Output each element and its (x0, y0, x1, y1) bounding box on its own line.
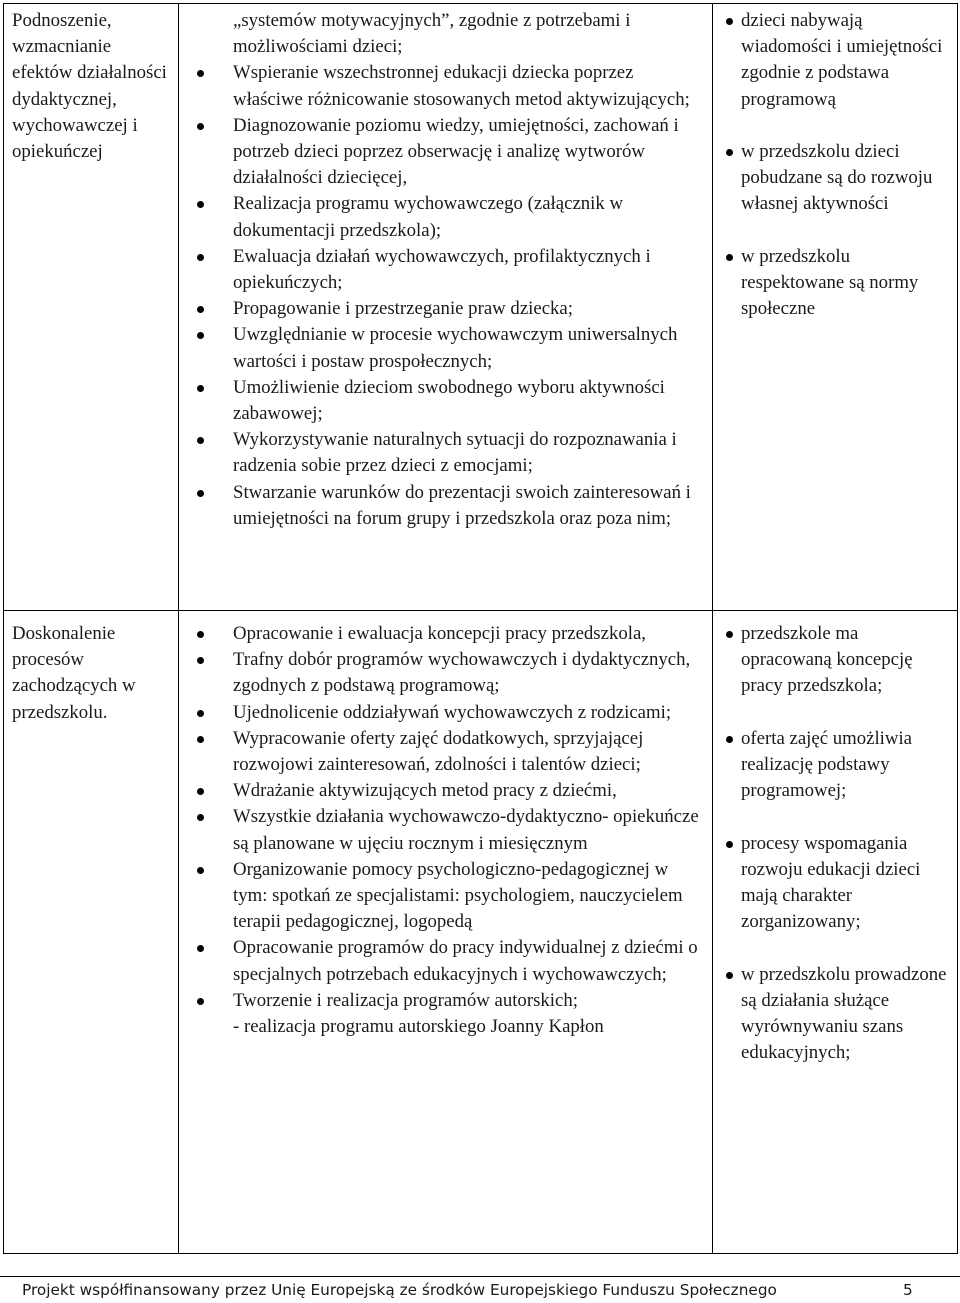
task-item: Wdrażanie aktywizujących metod pracy z dziećmi, (233, 778, 706, 804)
page-number: 5 (903, 1281, 913, 1299)
results-list (720, 621, 951, 1066)
area-cell (4, 611, 179, 1254)
task-item: Wypracowanie oferty zajęć dodatkowych, sprzyjającej rozwojowi zainteresowań, zdolności i talentów dzieci; (233, 726, 706, 778)
task-item: Stwarzanie warunków do prezentacji swoich zainteresowań i umiejętności na forum grupy i przedszkola oraz poza nim; (233, 480, 706, 532)
tasks-list (186, 8, 706, 532)
task-item: Propagowanie i przestrzeganie praw dziecka; (233, 296, 706, 322)
task-item: Umożliwienie dzieciom swobodnego wyboru aktywności zabawowej; (233, 375, 706, 427)
results-cell (713, 4, 958, 611)
results-cell (713, 611, 958, 1254)
task-item: Ewaluacja działań wychowawczych, profilaktycznych i opiekuńczych; (233, 244, 706, 296)
task-item: Opracowanie i ewaluacja koncepcji pracy przedszkola, (233, 621, 706, 647)
area-cell (4, 4, 179, 611)
table-row (4, 611, 958, 1254)
task-item: Tworzenie i realizacja programów autorskich; (233, 988, 706, 1014)
result-item: w przedszkolu respektowane są normy społeczne (741, 244, 951, 323)
task-item: Diagnozowanie poziomu wiedzy, umiejętności, zachowań i potrzeb dzieci poprzez obserwację i analizę wytworów działalności dziecięcej, (233, 113, 706, 192)
area-text: Podnoszenie, wzmacnianie efektów działalności dydaktycznej, wychowawczej i opiekuńczej (12, 10, 167, 163)
result-item: procesy wspomagania rozwoju edukacji dzieci mają charakter zorganizowany; (741, 831, 951, 936)
result-item: przedszkole ma opracowaną koncepcję pracy przedszkola; (741, 621, 951, 700)
result-item: dzieci nabywają wiadomości i umiejętności zgodnie z podstawa programową (741, 8, 951, 113)
task-item: Uwzględnianie w procesie wychowawczym uniwersalnych wartości i postaw prospołecznych; (233, 322, 706, 374)
table-row (4, 4, 958, 611)
task-item: Realizacja programu wychowawczego (załącznik w dokumentacji przedszkola); (233, 191, 706, 243)
result-item: oferta zajęć umożliwia realizację podstawy programowej; (741, 726, 951, 805)
tasks-cell (179, 611, 713, 1254)
task-item: Ujednolicenie oddziaływań wychowawczych z rodzicami; (233, 700, 706, 726)
result-item: w przedszkolu dzieci pobudzane są do rozwoju własnej aktywności (741, 139, 951, 218)
footer-funding-note: Projekt współfinansowany przez Unię Europejską ze środków Europejskiego Funduszu Społecznego (22, 1281, 777, 1299)
task-item: Trafny dobór programów wychowawczych i dydaktycznych, zgodnych z podstawą programową; (233, 647, 706, 699)
result-item: w przedszkolu prowadzone są działania służące wyrównywaniu szans edukacyjnych; (741, 962, 951, 1067)
task-item: „systemów motywacyjnych”, zgodnie z potrzebami i możliwościami dzieci; (233, 10, 631, 58)
area-text: Doskonalenie procesów zachodzących w przedszkolu. (12, 623, 136, 723)
task-item: Organizowanie pomocy psychologiczno-pedagogicznej w tym: spotkań ze specjalistami: psychologiem, nauczycielem terapii pedagogicznej, logopedą (233, 857, 706, 936)
tasks-cell (179, 4, 713, 611)
footer-divider (0, 1276, 960, 1277)
task-item: Opracowanie programów do pracy indywidualnej z dziećmi o specjalnych potrzebach edukacyjnych i wychowawczych; (233, 935, 706, 987)
task-item: Wspieranie wszechstronnej edukacji dziecka poprzez właściwe różnicowanie stosowanych metod aktywizujących; (233, 60, 706, 112)
tasks-list (186, 621, 706, 1040)
task-item: Wszystkie działania wychowawczo-dydaktyczno- opiekuńcze są planowane w ujęciu rocznym i miesięcznym (233, 804, 706, 856)
task-item: Wykorzystywanie naturalnych sytuacji do rozpoznawania i radzenia sobie przez dzieci z emocjami; (233, 427, 706, 479)
results-list (720, 8, 951, 322)
plan-table (3, 3, 958, 1254)
task-item: - realizacja programu autorskiego Joanny Kapłon (233, 1016, 604, 1038)
